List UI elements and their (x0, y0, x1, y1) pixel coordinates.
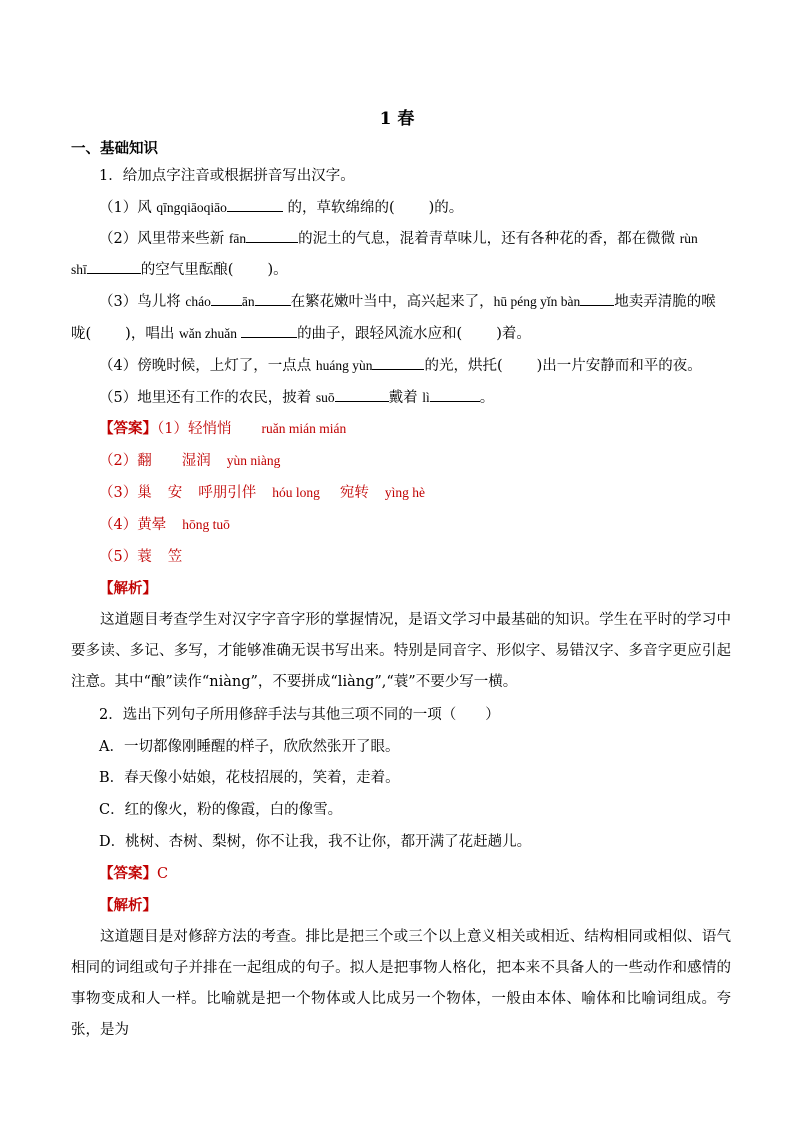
answer-text: 湿润 (181, 453, 211, 469)
answer-pinyin: yùn niàng (226, 453, 281, 468)
answer-tag: 【答案】 (99, 865, 157, 882)
answer-blank (335, 387, 389, 402)
pinyin: hū péng yǐn bàn (493, 294, 581, 309)
answer-blank (227, 197, 283, 212)
answer-blank (430, 387, 480, 402)
answer-text: （4）黄晕 (99, 517, 167, 533)
text: （4）傍晚时候，上灯了，一点点 (99, 358, 316, 374)
text: 咙( (71, 326, 92, 342)
analysis-paragraph: 这道题目考查学生对汉字字音字形的掌握情况，是语文学习中最基础的知识。学生在平时的学习中要多读、多记、多写，才能够准确无误书写出来。特别是同音字、形似字、易错汉字、多音字更应引起注意。其中“酿”读作“niàng”，不要拼成“liàng”,“蓑”不要少写一横。 (71, 612, 731, 690)
text: )的。 (428, 200, 464, 216)
answer-blank (241, 323, 297, 338)
analysis-paragraph: 这道题目是对修辞方法的考查。排比是把三个或三个以上意义相关或相近、结构相同或相似、语气相同的词组或句子并排在一起组成的句子。拟人是把事物人格化，把本来不具备人的一些动作和感情的事物变成和人一样。比喻就是把一个物体或人比成另一个物体，一般由本体、喻体和比喻词组成。夸张，是为 (71, 929, 731, 1038)
answer-text: 笠 (167, 549, 183, 565)
answer-1-row-2 (99, 451, 280, 471)
question-1-stem: 1．给加点字注音或根据拼音写出汉字。 (99, 168, 355, 184)
answer-pinyin: hōng tuō (182, 517, 230, 532)
answer-blank (246, 228, 298, 243)
answer-1-row-5 (99, 547, 182, 567)
answer-tag: 【答案】 (99, 420, 157, 437)
pinyin: shī (71, 262, 87, 277)
answer-text: 安 (167, 485, 183, 501)
answer-text: （5）蓑 (99, 549, 152, 565)
question-1-item-4 (99, 355, 702, 376)
question-2-option-c: C．红的像火，粉的像霞，白的像雪。 (99, 802, 343, 818)
answer-2 (99, 864, 168, 884)
pinyin: rùn (679, 231, 698, 246)
question-1-item-5 (99, 387, 494, 408)
answer-blank (372, 355, 424, 370)
answer-value: C (157, 866, 169, 882)
text: 在繁花嫩叶当中，高兴起来了， (290, 294, 494, 310)
answer-blank (255, 291, 291, 306)
text: )出一片安静而和平的夜。 (536, 358, 702, 374)
answer-text: 呼朋引伴 (198, 485, 257, 501)
text: )着。 (496, 326, 531, 342)
answer-1-row-3 (99, 483, 425, 503)
answer-pinyin: yìng hè (384, 485, 425, 500)
answer-text: （3）巢 (99, 485, 152, 501)
analysis-tag: 【解析】 (99, 897, 157, 914)
text: 的泥土的气息，混着青草味儿，还有各种花的香，都在微微 (298, 231, 680, 247)
pinyin: cháo (185, 294, 211, 309)
page-title: 1 春 (379, 109, 415, 129)
text: 的曲子，跟轻风流水应和( (297, 326, 463, 342)
pinyin: fān (228, 231, 247, 246)
text: 。 (479, 390, 495, 406)
text: 戴着 (388, 390, 423, 406)
section-heading: 一、基础知识 (71, 140, 158, 157)
pinyin: suō (315, 390, 335, 405)
text: （2）风里带来些新 (99, 231, 229, 247)
question-1-item-3 (99, 291, 716, 312)
pinyin: qīngqiāoqiāo (156, 200, 227, 215)
answer-blank (211, 291, 242, 306)
question-1-item-1 (99, 197, 463, 218)
answer-1-row-1 (99, 419, 346, 439)
analysis-tag: 【解析】 (99, 580, 157, 597)
answer-blank (580, 291, 614, 306)
pinyin: wǎn zhuǎn (178, 326, 238, 341)
question-2-stem: 2．选出下列句子所用修辞手法与其他三项不同的一项（ ） (99, 707, 500, 723)
text: 的光，烘托( (424, 358, 503, 374)
answer-text: （2）翻 (99, 453, 152, 469)
text: 地卖弄清脆的喉 (614, 294, 716, 310)
text: （5）地里还有工作的农民，披着 (99, 390, 316, 406)
answer-pinyin: hóu long (272, 485, 320, 500)
pinyin: huáng yùn (315, 358, 373, 373)
answer-blank (87, 259, 141, 274)
text: )，唱出 (125, 326, 179, 342)
question-2-option-d: D．桃树、杏树、梨树，你不让我，我不让你，都开满了花赶趟儿。 (99, 834, 532, 850)
answer-text: （1）轻悄悄 (157, 421, 232, 437)
answer-pinyin: ruǎn mián mián (261, 421, 347, 436)
pinyin: ān (241, 294, 255, 309)
answer-1-row-4 (99, 515, 230, 535)
text: 的，草软绵绵的( (282, 200, 395, 216)
text: 的空气里酝酿( (140, 262, 234, 278)
question-1-item-2 (99, 228, 698, 249)
question-1-item-2-cont (71, 259, 288, 280)
question-2-option-a: A．一切都像刚睡醒的样子，欣欣然张开了眼。 (99, 739, 400, 755)
question-2-option-b: B．春天像小姑娘，花枝招展的，笑着，走着。 (99, 770, 400, 786)
question-1-item-3-cont (71, 323, 531, 344)
pinyin: lì (422, 390, 430, 405)
text: （3）鸟儿将 (99, 294, 186, 310)
text: )。 (267, 262, 288, 278)
text: （1）风 (99, 200, 157, 216)
answer-text: 宛转 (339, 485, 369, 501)
